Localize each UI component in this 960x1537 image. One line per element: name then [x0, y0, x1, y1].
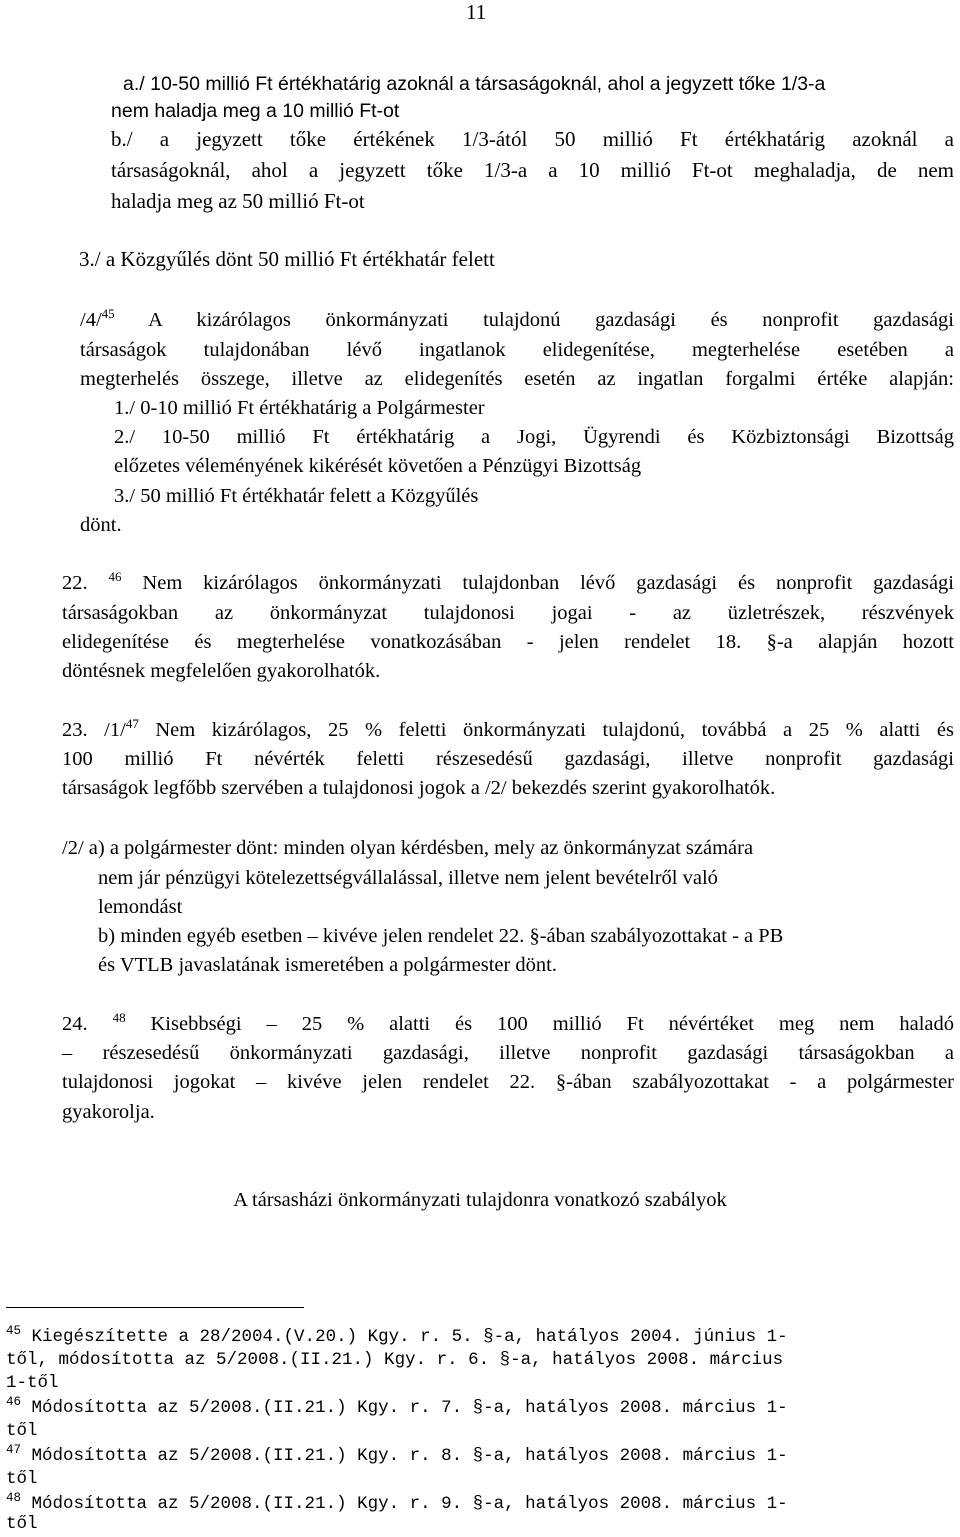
- section23-p2-line1: /2/ a) a polgármester dönt: minden olyan kérdésben, mely az önkormányzat számára: [62, 837, 754, 859]
- item-b-line3: haladja meg az 50 millió Ft-ot: [111, 189, 365, 213]
- footnote-ref-48: 48: [112, 1010, 126, 1026]
- footnote-48-line2: től: [6, 1514, 38, 1534]
- footnote-47-line1: [6, 1445, 788, 1469]
- section23-lead: /1/: [87, 719, 126, 741]
- section22-line2: társaságokban az önkormányzat tulajdonosi jogai - az üzletrészek, részvények: [62, 602, 954, 624]
- section22-line4: döntésnek megfelelően gyakorolhatók.: [62, 660, 381, 682]
- footnote-46-line1: [6, 1397, 788, 1421]
- section24-number: 24.: [62, 1013, 88, 1035]
- section23-p2-line5: és VTLB javaslatának ismeretében a polgármester dönt.: [98, 954, 558, 976]
- item-3-paragraph: 3./ a Közgyűlés dönt 50 millió Ft értékhatár felett: [79, 247, 495, 271]
- footnote-45-number: 45: [6, 1324, 22, 1339]
- section22-line3: elidegenítése és megterhelése vonatkozásában - jelen rendelet 18. §-a alapján hozott: [62, 631, 954, 653]
- item-a-line1: a./ 10-50 millió Ft értékhatárig azoknál a társaságoknál, ahol a jegyzett tőke 1/3-a: [123, 73, 826, 95]
- section24-line2: – részesedésű önkormányzati gazdasági, illetve nonprofit gazdasági társaságokban a: [62, 1042, 954, 1064]
- footnote-47-number: 47: [6, 1443, 22, 1458]
- section4-item2-line2: előzetes véleményének kikérését követően a Pénzügyi Bizottság: [114, 455, 642, 477]
- section23-p2-line4: b) minden egyéb esetben – kivéve jelen rendelet 22. §-ában szabályozottakat - a PB: [98, 925, 784, 947]
- footnote-45-line2: től, módosította az 5/2008.(II.21.) Kgy. r. 6. §-a, hatályos 2008. március: [6, 1350, 784, 1370]
- footnote-46-line2: től: [6, 1421, 38, 1441]
- footnote-47-line2: től: [6, 1469, 38, 1489]
- section24-line4: gyakorolja.: [62, 1101, 155, 1123]
- footnote-46-text1: Módosította az 5/2008.(II.21.) Kgy. r. 7. §-a, hatályos 2008. március 1-: [21, 1398, 788, 1418]
- section23-p2-line3: lemondást: [98, 896, 183, 918]
- section24-line3: tulajdonosi jogokat – kivéve jelen rendelet 22. §-ában szabályozottakat - a polgármester: [62, 1071, 954, 1093]
- footnote-ref-45: 45: [101, 306, 115, 322]
- section23-number: 23.: [62, 719, 88, 741]
- section4-line3: megterhelés összege, illetve az elidegenítés esetén az ingatlan forgalmi értéke alapján:: [80, 368, 954, 390]
- item-a-line2: nem haladja meg a 10 millió Ft-ot: [111, 100, 400, 122]
- footnote-48-line1: [6, 1493, 788, 1517]
- footnote-48-text1: Módosította az 5/2008.(II.21.) Kgy. r. 9. §-a, hatályos 2008. március 1-: [21, 1494, 788, 1514]
- item-b-line1: b./ a jegyzett tőke értékének 1/3-ától 50 millió Ft értékhatárig azoknál a: [111, 127, 954, 151]
- section24-line1-text: Kisebbségi – 25 % alatti és 100 millió Ft névértéket meg nem haladó: [125, 1013, 955, 1035]
- section23-line1-text: Nem kizárólagos, 25 % feletti önkormányzati tulajdonú, továbbá a 25 % alatti és: [138, 719, 954, 741]
- section23-p2-line2: nem jár pénzügyi kötelezettségvállalással, illetve nem jelent bevételről való: [98, 867, 718, 889]
- footnote-separator: [6, 1307, 304, 1308]
- footnote-ref-46: 46: [108, 569, 122, 585]
- footnote-46-number: 46: [6, 1395, 22, 1410]
- section22-line1-text: Nem kizárólagos önkormányzati tulajdonban lévő gazdasági és nonprofit gazdasági: [121, 572, 955, 594]
- footnote-47-text1: Módosította az 5/2008.(II.21.) Kgy. r. 8. §-a, hatályos 2008. március 1-: [21, 1446, 788, 1466]
- footnote-45-line1: [6, 1326, 788, 1350]
- item-b-line2: társaságoknál, ahol a jegyzett tőke 1/3-a a 10 millió Ft-ot meghaladja, de nem: [111, 158, 954, 182]
- section4-item2-line1: 2./ 10-50 millió Ft értékhatárig a Jogi, Ügyrendi és Közbiztonsági Bizottság: [114, 426, 954, 448]
- section4-lead: /4/: [80, 309, 102, 331]
- section-heading: A társasházi önkormányzati tulajdonra vonatkozó szabályok: [233, 1189, 727, 1211]
- section4-line1: [80, 306, 954, 335]
- section23-line3: társaságok legfőbb szervében a tulajdonosi jogok a /2/ bekezdés szerint gyakorolhatók.: [62, 777, 776, 799]
- section24-line1: [62, 1010, 954, 1039]
- section22-number: 22.: [62, 572, 88, 594]
- section4-item3: 3./ 50 millió Ft értékhatár felett a Közgyűlés: [114, 485, 479, 507]
- section4-item1: 1./ 0-10 millió Ft értékhatárig a Polgármester: [114, 397, 485, 419]
- section22-line1: [62, 569, 954, 598]
- section4-line1-text: A kizárólagos önkormányzati tulajdonú gazdasági és nonprofit gazdasági: [114, 309, 954, 331]
- page-number: 11: [466, 0, 487, 24]
- footnote-45-text1: Kiegészítette a 28/2004.(V.20.) Kgy. r. 5. §-a, hatályos 2004. június 1-: [21, 1327, 788, 1347]
- footnote-45-line3: 1-től: [6, 1373, 59, 1393]
- section23-line2: 100 millió Ft névérték feletti részesedésű gazdasági, illetve nonprofit gazdasági: [62, 748, 954, 770]
- section4-line2: társaságok tulajdonában lévő ingatlanok elidegenítése, megterhelése esetében a: [80, 339, 954, 361]
- section23-line1: [62, 716, 954, 745]
- section4-end: dönt.: [80, 514, 122, 536]
- footnote-48-number: 48: [6, 1491, 22, 1506]
- footnote-ref-47: 47: [125, 716, 139, 732]
